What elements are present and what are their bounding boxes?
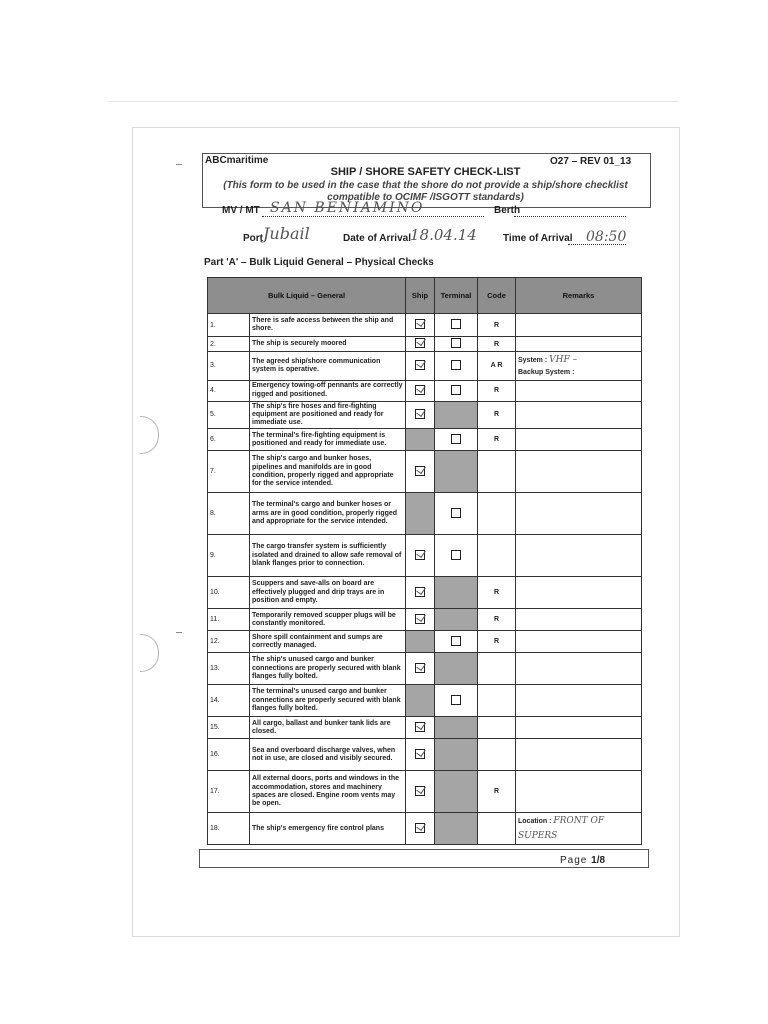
ship-checkbox-ticked[interactable] <box>415 466 425 476</box>
scan-edge-line <box>108 101 678 102</box>
table-row <box>208 631 642 653</box>
checklist-body <box>208 314 642 845</box>
time-handwritten: 08:50 <box>586 229 627 245</box>
ship-cell <box>406 451 435 493</box>
ship-cell <box>406 653 435 685</box>
table-row <box>208 813 642 845</box>
table-row <box>208 577 642 609</box>
remarks-cell <box>516 493 642 535</box>
remarks-cell <box>516 631 642 653</box>
remarks-cell <box>516 609 642 631</box>
form-subtitle-line1: (This form to be used in the case that the shore do not provide a ship/shore checklist <box>223 180 628 191</box>
terminal-checkbox[interactable] <box>451 508 461 518</box>
ship-checkbox-ticked[interactable] <box>415 409 425 419</box>
code-cell <box>478 535 516 577</box>
table-row <box>208 685 642 717</box>
code-cell: R <box>478 631 516 653</box>
ship-checkbox-ticked[interactable] <box>415 550 425 560</box>
terminal-checkbox[interactable] <box>451 695 461 705</box>
table-row <box>208 535 642 577</box>
terminal-cell <box>435 337 478 352</box>
remarks-cell <box>516 771 642 813</box>
item-description: The ship's fire hoses and fire-fighting equipment are positioned and ready for immediate use. <box>250 401 406 429</box>
remarks-cell <box>516 401 642 429</box>
item-description: Temporarily removed scupper plugs will be constantly monitored. <box>250 609 406 631</box>
table-row <box>208 401 642 429</box>
item-description: Scuppers and save-alls on board are effectively plugged and drip trays are in position and empty. <box>250 577 406 609</box>
ship-cell <box>406 813 435 845</box>
item-description: There is safe access between the ship and shore. <box>250 314 406 337</box>
item-description: The terminal's fire-fighting equipment is positioned and ready for immediate use. <box>250 429 406 451</box>
terminal-cell <box>435 609 478 631</box>
remarks-cell <box>516 352 642 381</box>
code-cell: R <box>478 401 516 429</box>
item-number: 11. <box>208 609 250 631</box>
time-label: Time of Arrival <box>503 233 573 244</box>
ship-checkbox-ticked[interactable] <box>415 823 425 833</box>
item-description: The ship's cargo and bunker hoses, pipelines and manifolds are in good condition, properly rigged and appropriate for the service intended. <box>250 451 406 493</box>
ship-cell <box>406 429 435 451</box>
ship-checkbox-ticked[interactable] <box>415 360 425 370</box>
table-row <box>208 609 642 631</box>
ship-cell <box>406 717 435 739</box>
terminal-checkbox[interactable] <box>451 385 461 395</box>
code-cell <box>478 685 516 717</box>
part-a-title: Part 'A' – Bulk Liquid General – Physical Checks <box>204 257 434 268</box>
ship-cell <box>406 352 435 381</box>
table-row <box>208 380 642 401</box>
ship-cell <box>406 685 435 717</box>
item-description: All cargo, ballast and bunker tank lids are closed. <box>250 717 406 739</box>
remarks-cell <box>516 429 642 451</box>
remarks-cell <box>516 314 642 337</box>
item-description: The cargo transfer system is sufficiently isolated and drained to allow safe removal of blank flanges prior to connection. <box>250 535 406 577</box>
vessel-name-handwritten: SAN BENIAMINO <box>270 200 425 216</box>
ship-cell <box>406 314 435 337</box>
item-number: 8. <box>208 493 250 535</box>
form-subtitle-line2: compatible to OCIMF /ISGOTT standards) <box>327 192 524 203</box>
item-description: The ship's unused cargo and bunker connections are properly secured with blank flanges fully bolted. <box>250 653 406 685</box>
code-cell <box>478 813 516 845</box>
terminal-checkbox[interactable] <box>451 636 461 646</box>
item-number: 4. <box>208 380 250 401</box>
item-description: Emergency towing-off pennants are correctly rigged and positioned. <box>250 380 406 401</box>
header-code: Code <box>478 278 516 314</box>
code-cell: R <box>478 314 516 337</box>
terminal-cell <box>435 685 478 717</box>
header-bulk-liquid: Bulk Liquid – General <box>208 278 406 314</box>
item-description: Sea and overboard discharge valves, when not in use, are closed and visibly secured. <box>250 739 406 771</box>
terminal-cell <box>435 653 478 685</box>
code-cell: R <box>478 771 516 813</box>
code-cell <box>478 653 516 685</box>
ship-checkbox-ticked[interactable] <box>415 749 425 759</box>
table-header-row <box>208 278 642 314</box>
table-row <box>208 717 642 739</box>
table-row <box>208 771 642 813</box>
terminal-cell <box>435 401 478 429</box>
item-number: 13. <box>208 653 250 685</box>
berth-label: Berth <box>494 205 521 216</box>
terminal-cell <box>435 813 478 845</box>
item-description: The terminal's unused cargo and bunker connections are properly secured with blank flanges fully bolted. <box>250 685 406 717</box>
ship-cell <box>406 493 435 535</box>
code-cell <box>478 493 516 535</box>
remarks-label: Location : <box>518 818 554 826</box>
item-number: 18. <box>208 813 250 845</box>
ship-cell <box>406 337 435 352</box>
terminal-cell <box>435 429 478 451</box>
ship-checkbox-ticked[interactable] <box>415 319 425 329</box>
ship-cell <box>406 577 435 609</box>
brand-name: ABCmaritime <box>205 155 269 166</box>
date-handwritten: 18.04.14 <box>410 226 477 244</box>
item-number: 5. <box>208 401 250 429</box>
table-row <box>208 451 642 493</box>
ship-cell <box>406 771 435 813</box>
ship-cell <box>406 380 435 401</box>
terminal-cell <box>435 577 478 609</box>
remarks-cell <box>516 577 642 609</box>
vessel-label: MV / MT <box>222 205 260 216</box>
ship-checkbox-ticked[interactable] <box>415 663 425 673</box>
code-cell <box>478 739 516 771</box>
terminal-checkbox[interactable] <box>451 360 461 370</box>
header-remarks: Remarks <box>516 278 642 314</box>
date-label: Date of Arrival <box>343 233 411 244</box>
item-number: 6. <box>208 429 250 451</box>
ship-cell <box>406 631 435 653</box>
remarks-handwritten: VHF – <box>549 355 578 365</box>
remarks-cell <box>516 653 642 685</box>
table-row <box>208 739 642 771</box>
code-cell: R <box>478 429 516 451</box>
page-number <box>560 855 605 866</box>
ship-checkbox-ticked[interactable] <box>415 385 425 395</box>
terminal-cell <box>435 380 478 401</box>
remarks-backup-label: Backup System : <box>518 369 575 377</box>
item-number: 12. <box>208 631 250 653</box>
item-number: 14. <box>208 685 250 717</box>
header-terminal: Terminal <box>435 278 478 314</box>
item-description: The agreed ship/shore communication system is operative. <box>250 352 406 381</box>
terminal-cell <box>435 493 478 535</box>
ship-cell <box>406 609 435 631</box>
table-row <box>208 314 642 337</box>
terminal-cell <box>435 451 478 493</box>
ship-cell <box>406 535 435 577</box>
code-cell: A R <box>478 352 516 381</box>
terminal-cell <box>435 535 478 577</box>
vessel-line <box>262 216 484 217</box>
remarks-label: System : <box>518 357 550 364</box>
item-description: All external doors, ports and windows in the accommodation, stores and machinery spaces are closed. Engine room vents may be open. <box>250 771 406 813</box>
terminal-cell <box>435 771 478 813</box>
item-number: 1. <box>208 314 250 337</box>
terminal-cell <box>435 314 478 337</box>
page-label: Page <box>560 855 592 866</box>
ship-checkbox-ticked[interactable] <box>415 338 425 348</box>
remarks-cell <box>516 380 642 401</box>
code-cell <box>478 451 516 493</box>
port-handwritten: Jubail <box>263 224 310 243</box>
terminal-checkbox[interactable] <box>451 319 461 329</box>
remarks-cell <box>516 337 642 352</box>
code-cell: R <box>478 337 516 352</box>
code-cell: R <box>478 609 516 631</box>
ship-checkbox-ticked[interactable] <box>415 722 425 732</box>
ship-checkbox-ticked[interactable] <box>415 614 425 624</box>
remarks-cell <box>516 451 642 493</box>
remarks-cell <box>516 739 642 771</box>
terminal-checkbox[interactable] <box>451 434 461 444</box>
item-number: 2. <box>208 337 250 352</box>
item-description: Shore spill containment and sumps are correctly managed. <box>250 631 406 653</box>
ship-cell <box>406 401 435 429</box>
remarks-handwritten: FRONT OF SUPERS <box>518 816 605 841</box>
table-row <box>208 352 642 381</box>
item-description: The ship's emergency fire control plans <box>250 813 406 845</box>
ship-cell <box>406 739 435 771</box>
ship-checkbox-ticked[interactable] <box>415 786 425 796</box>
table-row <box>208 429 642 451</box>
item-number: 16. <box>208 739 250 771</box>
port-label: Port <box>243 233 263 244</box>
table-row <box>208 653 642 685</box>
berth-line <box>514 216 626 217</box>
item-number: 10. <box>208 577 250 609</box>
item-description: The terminal's cargo and bunker hoses or arms are in good condition, properly rigged and appropriate for the service intended. <box>250 493 406 535</box>
item-description: The ship is securely moored <box>250 337 406 352</box>
checklist-table <box>207 277 642 845</box>
ship-checkbox-ticked[interactable] <box>415 587 425 597</box>
terminal-checkbox[interactable] <box>451 338 461 348</box>
terminal-cell <box>435 739 478 771</box>
item-number: 3. <box>208 352 250 381</box>
header-ship: Ship <box>406 278 435 314</box>
terminal-cell <box>435 717 478 739</box>
terminal-checkbox[interactable] <box>451 550 461 560</box>
code-cell: R <box>478 577 516 609</box>
remarks-cell <box>516 813 642 845</box>
terminal-cell <box>435 352 478 381</box>
remarks-cell <box>516 535 642 577</box>
form-title: SHIP / SHORE SAFETY CHECK-LIST <box>330 166 521 178</box>
item-number: 7. <box>208 451 250 493</box>
code-cell <box>478 717 516 739</box>
remarks-cell <box>516 717 642 739</box>
remarks-cell <box>516 685 642 717</box>
revision-code: O27 – REV 01_13 <box>550 156 632 167</box>
item-number: 15. <box>208 717 250 739</box>
table-row <box>208 493 642 535</box>
margin-mark <box>176 164 182 165</box>
item-number: 9. <box>208 535 250 577</box>
margin-mark <box>176 632 182 633</box>
terminal-cell <box>435 631 478 653</box>
code-cell: R <box>478 380 516 401</box>
item-number: 17. <box>208 771 250 813</box>
table-row <box>208 337 642 352</box>
page-value: 1/8 <box>591 855 606 866</box>
